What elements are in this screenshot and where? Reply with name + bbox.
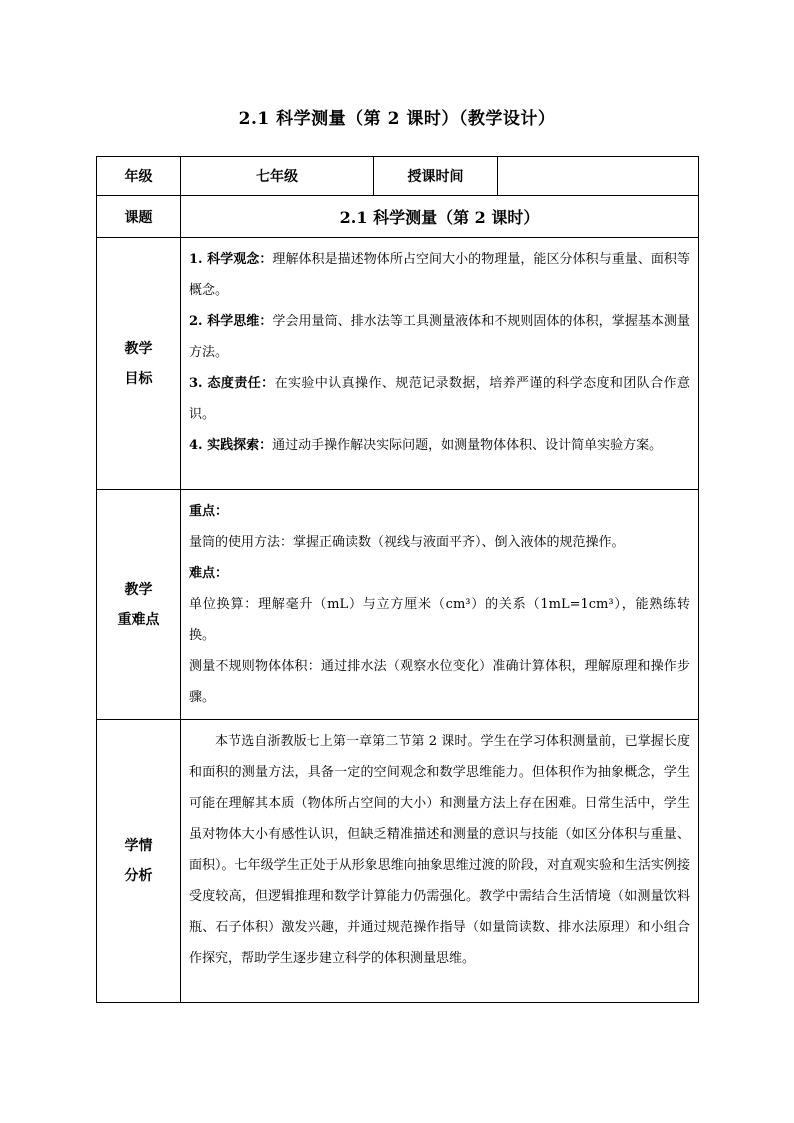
analysis-text: 本节选自浙教版七上第一章第二节第 2 课时。学生在学习体积测量前，已掌握长度和面积的测量方法，具备一定的空间观念和数学思维能力。但体积作为抽象概念，学生可能在理解其本质（物体所占空间的大小）和测量方法上存在困难。日常生活中，学生虽对物体大小有感性认识，但缺乏精准描述和测量的意识与技能（如区分体积与重量、面积）。七年级学生正处于从形象思维向抽象思维过渡的阶段，对直观实验和生活实例接受度较高，但逻辑推理和数学计算能力仍需强化。教学中需结合生活情境（如测量饮料瓶、石子体积）激发兴趣，并通过规范操作指导（如量筒读数、排水法原理）和小组合作探究，帮助学生逐步建立科学的体积测量思维。 [189, 734, 690, 966]
focus-heading [189, 496, 690, 527]
analysis-label-line2: 分析 [124, 868, 153, 884]
topic-row [97, 196, 699, 238]
objective-head: 1. 科学观念： [189, 252, 273, 267]
objective-text: 理解体积是描述物体所占空间大小的物理量，能区分体积与重量、面积等概念。 [189, 252, 690, 298]
time-label: 授课时间 [374, 157, 498, 196]
focus-head: 重点： [189, 504, 229, 519]
document-title: 2.1 科学测量（第 2 课时）（教学设计） [238, 109, 556, 129]
objective-item [189, 368, 690, 430]
objectives-label-line2: 目标 [124, 370, 153, 387]
objective-text: 在实验中认真操作、规范记录数据，培养严谨的科学态度和团队合作意识。 [189, 376, 690, 422]
objective-item [189, 306, 690, 368]
time-value [498, 157, 699, 196]
objective-text: 通过动手操作解决实际问题，如测量物体体积、设计简单实验方案。 [272, 438, 663, 453]
analysis-label-line1: 学情 [124, 838, 153, 854]
objectives-label [97, 238, 181, 490]
objective-head: 3. 态度责任： [189, 376, 275, 391]
key-points-label [97, 490, 181, 720]
difficulty-head: 难点： [189, 566, 229, 581]
key-points-label-line2: 重难点 [117, 611, 160, 628]
difficulty-text-2: 测量不规则物体体积：通过排水法（观察水位变化）准确计算体积，理解原理和操作步骤。 [189, 659, 690, 705]
analysis-row [97, 720, 699, 1003]
key-points-content [181, 490, 699, 720]
key-points-label-line1: 教学 [124, 581, 153, 598]
grade-row [97, 157, 699, 196]
grade-label: 年级 [97, 157, 181, 196]
objective-head: 2. 科学思维： [189, 314, 273, 329]
objectives-content [181, 238, 699, 490]
difficulty-text-1: 单位换算：理解毫升（mL）与立方厘米（cm³）的关系（1mL=1cm³），能熟练转换。 [189, 597, 690, 643]
focus-text: 量筒的使用方法：掌握正确读数（视线与液面平齐）、倒入液体的规范操作。 [189, 535, 625, 550]
analysis-label [97, 720, 181, 1003]
topic-value: 2.1 科学测量（第 2 课时） [181, 196, 699, 238]
topic-label: 课题 [97, 196, 181, 238]
objective-head: 4. 实践探索： [189, 438, 273, 453]
objectives-row [97, 238, 699, 490]
grade-value: 七年级 [181, 157, 374, 196]
analysis-content [181, 720, 699, 1003]
lesson-plan-table [96, 156, 699, 1003]
key-points-row [97, 490, 699, 720]
objective-item [189, 430, 690, 461]
objectives-label-line1: 教学 [124, 340, 153, 357]
objective-item [189, 244, 690, 306]
objective-text: 学会用量筒、排水法等工具测量液体和不规则固体的体积，掌握基本测量方法。 [189, 314, 690, 360]
difficulty-heading [189, 558, 690, 589]
